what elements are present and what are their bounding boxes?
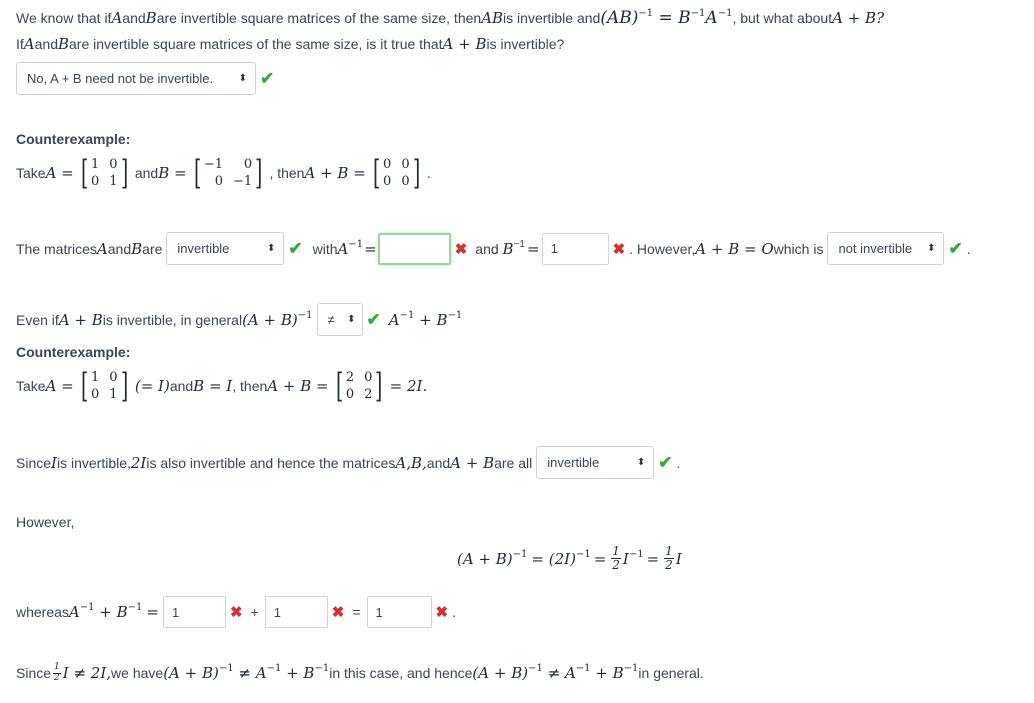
in-this-case-text: in this case, and hence xyxy=(329,665,473,682)
since-row xyxy=(16,446,680,479)
identity-inverse: $I^{-1}$ xyxy=(622,548,644,568)
since-text: Since xyxy=(16,454,52,471)
matrix-a-grid xyxy=(91,370,118,402)
with-text: with xyxy=(312,240,338,257)
matrix-a-grid xyxy=(91,157,118,189)
math-a-eq: A = xyxy=(45,164,74,182)
matrix-cell: 2 xyxy=(345,370,355,385)
question-text-3: is invertible? xyxy=(486,36,565,52)
even-if-row xyxy=(16,303,462,336)
in-general-text: is invertible, in general xyxy=(102,311,243,328)
invertibility-select-1[interactable] xyxy=(166,232,284,265)
in-general-text: in general. xyxy=(638,665,704,682)
period: . xyxy=(966,240,971,257)
question-line xyxy=(16,35,564,53)
even-if-text: Even if xyxy=(16,311,59,328)
matrix-sum: [ 2 0 0 2 ] xyxy=(335,366,383,406)
and-b-inverse: and $B^{-1}$ xyxy=(475,238,525,258)
counterexample-heading-2: Counterexample: xyxy=(16,344,131,360)
identity: I xyxy=(675,549,682,568)
matrix-b: [ −1 0 0 −1 ] xyxy=(193,153,263,193)
math-a-inverse: $A^{-1}$ xyxy=(337,238,364,258)
select-value: ≠ xyxy=(327,312,335,327)
math-a: A xyxy=(111,9,123,27)
is-invertible-text: is invertible, xyxy=(56,454,131,471)
matrices-text: The matrices xyxy=(16,240,97,257)
matrix-cell: 0 xyxy=(383,174,392,189)
incorrect-cross-icon: ✖ xyxy=(454,240,468,258)
matrix-a: [ 1 0 0 1 ] xyxy=(80,366,128,406)
a-inverse-input[interactable] xyxy=(378,233,451,265)
since-text: Since xyxy=(16,665,52,682)
are-text: are xyxy=(142,240,163,257)
sum-input-3[interactable]: 1 xyxy=(367,596,432,628)
period: . xyxy=(452,604,456,620)
equals-sign: = xyxy=(364,239,377,258)
math-inverse-sum: $A^{-1} + B^{-1}$ xyxy=(388,309,463,329)
matrix-cell: 1 xyxy=(91,370,100,385)
correct-check-icon: ✔ xyxy=(366,309,381,329)
however-text: However, xyxy=(16,514,75,530)
math-a-plus-b: A + B xyxy=(442,35,487,53)
select-value: invertible xyxy=(177,241,230,256)
select-arrows-icon: ⬍ xyxy=(267,243,276,254)
incorrect-cross-icon: ✖ xyxy=(229,604,243,621)
math-b: B xyxy=(57,35,70,53)
math-inequality-1: $(A + B)^{-1} \ne A^{-1} + B^{-1}$ xyxy=(163,663,330,683)
math-result: = 2I. xyxy=(389,377,428,395)
matrix-cell: 1 xyxy=(109,387,118,402)
matrix-cell: 0 xyxy=(91,387,100,402)
incorrect-cross-icon: ✖ xyxy=(331,604,345,621)
incorrect-cross-icon: ✖ xyxy=(612,240,626,258)
matrix-cell: 0 xyxy=(383,157,392,172)
math-inequality-2: $(A + B)^{-1} \ne A^{-1} + B^{-1}$ xyxy=(472,663,639,683)
matrix-cell: 0 xyxy=(214,174,223,189)
matrices-row xyxy=(16,232,971,265)
correct-check-icon: ✔ xyxy=(288,238,303,258)
math-equals-identity: (= I) xyxy=(134,377,170,395)
intro-text-4: , but what about xyxy=(732,10,833,26)
relation-select[interactable] xyxy=(317,303,363,336)
counterexample-2-line xyxy=(16,366,428,406)
conclusion-line xyxy=(16,663,704,684)
question-text: If xyxy=(16,36,24,52)
then-text: , then xyxy=(232,378,268,394)
and-text: and xyxy=(134,165,159,181)
equals-sign: = xyxy=(352,604,361,620)
matrix-cell: 0 xyxy=(243,157,253,172)
equals-sign: = xyxy=(526,239,540,258)
math-identity: I xyxy=(51,453,57,472)
math-a-eq: A = xyxy=(45,377,74,395)
sum-input-1[interactable]: 1 xyxy=(163,596,226,628)
matrix-cell: 0 xyxy=(401,174,410,189)
math-a: A xyxy=(23,35,35,53)
matrix-cell: 0 xyxy=(91,174,100,189)
matrix-sum-grid xyxy=(383,157,410,189)
b-inverse-input[interactable]: 1 xyxy=(542,233,609,265)
incorrect-cross-icon: ✖ xyxy=(435,604,449,621)
math-inverse-sum: $A^{-1} + B^{-1}$ xyxy=(68,602,143,621)
question-and: and xyxy=(34,36,58,52)
matrix-cell: 1 xyxy=(109,174,118,189)
math-ab: AB xyxy=(481,9,504,27)
select-value: not invertible xyxy=(838,241,913,256)
intro-text-2: are invertible square matrices of the same size, then xyxy=(156,10,482,26)
period: . xyxy=(426,165,431,181)
math-a-plus-b: A + B xyxy=(58,310,103,329)
then-text: , then xyxy=(269,165,305,181)
math-b-eq: B = xyxy=(158,164,187,182)
display-formula xyxy=(457,545,682,572)
equals-sign: = xyxy=(593,549,607,568)
equals-sign: = xyxy=(146,603,159,621)
formula-lhs: $(A + B)^{-1}$ xyxy=(457,548,528,568)
select-arrows-icon: ⬍ xyxy=(347,314,356,325)
matrix-cell: −1 xyxy=(203,157,223,172)
select-arrows-icon: ⬍ xyxy=(927,243,936,254)
math-a-b: A,B, xyxy=(395,453,427,472)
matrix-cell: −1 xyxy=(233,174,253,189)
select-value: invertible xyxy=(547,455,600,470)
select-arrows-icon: ⬍ xyxy=(238,73,247,84)
half-fraction: $\frac{1}{2}$ xyxy=(54,662,60,683)
answer-row xyxy=(16,62,278,95)
plus-sign: + xyxy=(250,604,259,620)
matrix-cell: 0 xyxy=(401,157,410,172)
select-arrows-icon: ⬍ xyxy=(636,457,646,468)
math-b-eq-identity: B = I xyxy=(193,377,233,395)
which-is-text: which is xyxy=(773,240,824,257)
take-text: Take xyxy=(16,378,46,394)
math-b: B xyxy=(145,9,157,27)
matrix-cell: 0 xyxy=(109,370,118,385)
matrix-a: [ 1 0 0 1 ] xyxy=(80,153,128,193)
matrix-sum: [ 0 0 0 0 ] xyxy=(372,153,420,193)
counterexample-heading-1: Counterexample: xyxy=(16,131,131,147)
matrix-cell: 0 xyxy=(364,370,373,385)
matrix-cell: 0 xyxy=(109,157,118,172)
intro-and: and xyxy=(122,10,146,26)
whereas-row xyxy=(16,596,456,628)
math-a: A xyxy=(96,239,108,258)
invertibility-select-2[interactable] xyxy=(827,232,944,265)
invertibility-select-3[interactable] xyxy=(536,446,654,479)
are-all-text: are all xyxy=(494,454,533,471)
math-a-plus-b: A + B xyxy=(832,9,877,27)
whereas-text: whereas xyxy=(16,604,69,620)
and-text: and xyxy=(107,240,132,257)
answer-select[interactable] xyxy=(16,62,256,95)
take-text: Take xyxy=(16,165,46,181)
math-a-plus-b-zero: A + B = O xyxy=(695,239,774,258)
period: . xyxy=(676,454,681,471)
intro-line xyxy=(16,8,884,28)
intro-text-3: is invertible and xyxy=(503,10,601,26)
correct-check-icon: ✔ xyxy=(658,452,673,472)
however-text: . However, xyxy=(629,240,696,257)
we-have-text: we have xyxy=(111,665,164,682)
answer-select-value: No, A + B need not be invertible. xyxy=(27,71,214,86)
half-fraction: $\frac{1}{2}$ xyxy=(665,544,673,573)
math-b: B xyxy=(131,239,143,258)
equals-sign: = xyxy=(646,549,660,568)
matrix-cell: 2 xyxy=(364,387,373,402)
math-a-plus-b-eq: A + B = xyxy=(267,377,329,395)
counterexample-1-line xyxy=(16,153,431,193)
hence-text: is also invertible and hence the matrices xyxy=(146,454,396,471)
correct-check-icon: ✔ xyxy=(260,68,275,88)
intro-text: We know that if xyxy=(16,10,112,26)
math-two-identity: 2I xyxy=(130,453,147,472)
math-half-not-two-identity: I ≠ 2I, xyxy=(62,664,112,683)
half-fraction: $\frac{1}{2}$ xyxy=(612,544,620,573)
math-sum-inverse: $(A + B)^{-1}$ xyxy=(242,309,313,329)
formula-two-identity: = $(2I)^{-1}$ xyxy=(531,548,591,568)
matrix-cell: 0 xyxy=(345,387,355,402)
sum-input-2[interactable]: 1 xyxy=(265,596,328,628)
math-question-mark: ? xyxy=(876,9,885,27)
math-a-plus-b-eq: A + B = xyxy=(304,164,366,182)
and-text: and xyxy=(169,378,194,394)
matrix-sum-grid xyxy=(346,370,373,402)
matrix-cell: 1 xyxy=(91,157,100,172)
math-a-plus-b: A + B xyxy=(450,453,495,472)
question-text-2: are invertible square matrices of the same size, is it true that xyxy=(69,36,443,52)
math-ab-inverse: $(AB)^{-1} = B^{-1}A^{-1}$ xyxy=(600,8,733,28)
matrix-b-grid xyxy=(204,157,252,189)
and-text: and xyxy=(426,454,451,471)
correct-check-icon: ✔ xyxy=(948,238,963,258)
